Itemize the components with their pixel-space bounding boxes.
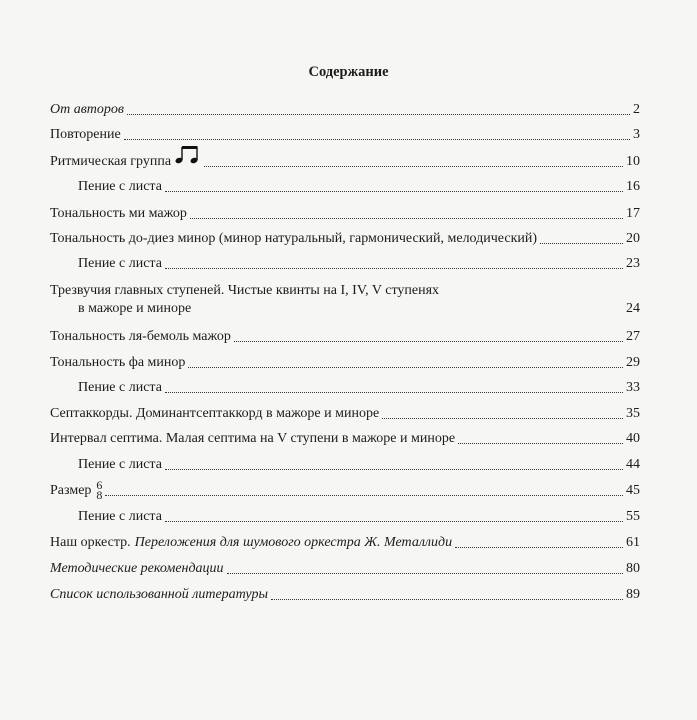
toc-page-number: 80 [626, 561, 640, 576]
toc-page-number: 89 [626, 587, 640, 602]
toc-entry [78, 178, 640, 196]
leader-dots [540, 243, 623, 244]
toc-entry-label: Список использованной литературы [50, 587, 268, 602]
leader-dots [455, 547, 623, 548]
toc-page-number: 55 [626, 509, 640, 524]
toc-page-number: 44 [626, 457, 640, 472]
leader-dots [124, 139, 630, 140]
toc-entry-label: Пение с листа [78, 256, 162, 271]
toc-entry-label: Наш оркестр. [50, 535, 131, 550]
toc-page-number: 27 [626, 329, 640, 344]
toc-entry [78, 379, 640, 397]
toc-entry-label: Тональность фа минор [50, 355, 186, 370]
page-title: Содержание [308, 64, 389, 80]
toc-page-number: 20 [626, 231, 640, 246]
toc-page-number: 2 [633, 102, 640, 117]
toc-entry [50, 534, 640, 552]
toc-entry-label: Пение с листа [78, 380, 162, 395]
toc-entry [50, 354, 640, 372]
toc-entry-label: Интервал септима. Малая септима на V ступени в мажоре и миноре [50, 431, 456, 446]
toc-page-number: 33 [626, 380, 640, 395]
toc-page-number: 10 [626, 154, 640, 169]
toc-entry-label: Тональность ми мажор [50, 206, 187, 221]
leader-dots [127, 114, 630, 115]
leader-dots [105, 495, 623, 496]
toc-entry [50, 405, 640, 423]
toc-entry-label: Пение с листа [78, 457, 162, 472]
eighth-notes-icon [175, 145, 201, 171]
toc-entry-label: От авторов [50, 102, 124, 117]
toc-entry [50, 478, 640, 502]
toc-entry [78, 508, 640, 526]
leader-dots [165, 268, 623, 269]
toc-entry [50, 586, 640, 604]
toc-page-number: 24 [626, 301, 640, 316]
toc-entry-label: Тональность до-диез минор (минор натуральный, гармонический, мелодический) [50, 231, 538, 246]
toc-entry [50, 430, 640, 448]
toc-page-number: 3 [633, 127, 640, 142]
leader-dots [165, 191, 623, 192]
toc-page-number: 40 [626, 431, 640, 446]
leader-dots [227, 573, 623, 574]
toc-entry [50, 126, 640, 144]
toc-entry-label: Размер [50, 483, 92, 498]
toc-entry [50, 328, 640, 346]
leader-dots [382, 418, 623, 419]
toc-entry [78, 255, 640, 273]
time-signature-numerator: 6 [96, 478, 103, 492]
toc-entry-label-continued: в мажоре и миноре [78, 301, 192, 316]
toc-entry-label-italic: Переложения для шумового оркестра Ж. Металлиди [134, 535, 453, 550]
toc-entry-label: Тональность ля-бемоль мажор [50, 329, 231, 344]
toc-page-number: 45 [626, 483, 640, 498]
toc-entry-label: Ритмическая группа [50, 154, 172, 169]
leader-dots [165, 392, 623, 393]
toc-entry-label: Методические рекомендации [50, 561, 224, 576]
toc-entry [50, 560, 640, 578]
toc-entry-label: Трезвучия главных ступеней. Чистые квинты на I, IV, V ступенях [50, 283, 440, 298]
toc-entry-label: Септаккорды. Доминантсептаккорд в мажоре и миноре [50, 406, 380, 421]
time-signature-denominator: 8 [96, 488, 103, 502]
leader-dots [271, 599, 623, 600]
toc-entry [50, 205, 640, 223]
toc-page-number: 61 [626, 535, 640, 550]
toc-page-number: 29 [626, 355, 640, 370]
toc-entry [78, 456, 640, 474]
toc-page-number: 35 [626, 406, 640, 421]
toc-entry-label: Пение с листа [78, 179, 162, 194]
toc-page-number: 16 [626, 179, 640, 194]
toc-entry [50, 230, 640, 248]
toc-entry-page-line [50, 300, 640, 318]
leader-dots [190, 218, 623, 219]
toc-entry-label: Пение с листа [78, 509, 162, 524]
leader-dots [165, 521, 623, 522]
leader-dots [458, 443, 623, 444]
toc-page-number: 23 [626, 256, 640, 271]
leader-dots [204, 166, 623, 167]
toc-entry [50, 153, 640, 171]
toc-entry-label: Повторение [50, 127, 121, 142]
leader-dots [165, 469, 623, 470]
leader-dots [234, 341, 623, 342]
toc-entry [50, 101, 640, 119]
leader-dots [188, 367, 623, 368]
time-signature [96, 480, 102, 500]
toc-page-number: 17 [626, 206, 640, 221]
